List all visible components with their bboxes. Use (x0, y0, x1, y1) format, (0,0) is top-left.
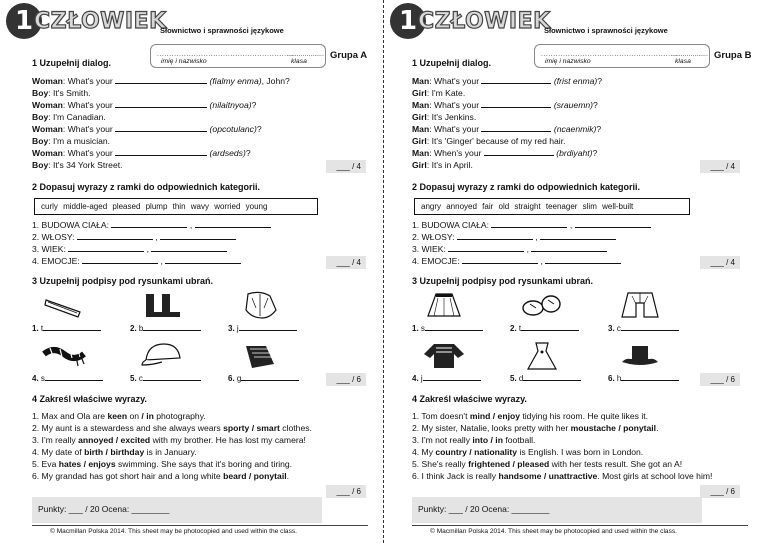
speaker: Woman (32, 124, 63, 134)
answer-blank[interactable] (575, 220, 651, 228)
word-choice[interactable]: hates / enjoys (58, 459, 116, 469)
answer-blank[interactable] (462, 256, 538, 264)
answer-blank[interactable] (481, 100, 551, 108)
category-line: 4. EMOCJE: , (32, 256, 271, 268)
answer-blank[interactable] (523, 373, 581, 381)
unit-title: CZŁOWIEK (34, 9, 167, 34)
class-dots: ................... (287, 51, 324, 58)
answer-blank[interactable] (143, 373, 201, 381)
dialog-line (32, 124, 290, 136)
sentence (32, 459, 312, 471)
speaker: Girl (412, 88, 427, 98)
sentence (32, 447, 312, 459)
answer-blank[interactable] (420, 373, 481, 383)
word-choice[interactable]: beard / ponytail (223, 471, 287, 481)
word-box: curly middle-aged pleased plump thin wavy worried young (34, 198, 318, 215)
line-text: : When's your (429, 148, 484, 158)
answer-blank[interactable] (540, 232, 616, 240)
line-text: : I'm Canadian. (48, 112, 106, 122)
line-text: : What's your (429, 100, 482, 110)
category-label: 3. WIEK: (412, 244, 446, 254)
dialog-line (412, 88, 602, 100)
unit-number: 1 (390, 3, 426, 39)
dialog-line (412, 112, 602, 124)
sentence-text: . (656, 423, 659, 433)
exercise-2-score: ___ / 4 (326, 256, 366, 269)
exercise-4-score: ___ / 6 (700, 485, 740, 498)
picture-caption (510, 373, 581, 383)
answer-blank[interactable] (45, 373, 103, 381)
answer-blank[interactable] (151, 244, 227, 252)
dialog-line (32, 160, 290, 172)
picture-caption (32, 323, 101, 333)
category-label: 3. WIEK: (32, 244, 66, 254)
category-line: 2. WŁOSY: , (32, 232, 271, 244)
answer-blank[interactable] (195, 220, 271, 228)
dialog-line (412, 136, 602, 148)
dialog-line (32, 136, 290, 148)
answer-blank[interactable] (484, 148, 554, 156)
dialog-line (32, 148, 290, 160)
tie-icon (42, 290, 86, 320)
name-label: imię i nazwisko (161, 58, 207, 65)
class-dots: ................... (671, 51, 708, 58)
word-choice[interactable]: birth / birthday (84, 447, 145, 457)
group-label: Grupa A (330, 50, 368, 61)
answer-blank[interactable] (481, 124, 551, 132)
category-line: 4. EMOCJE: , (412, 256, 651, 268)
speaker: Woman (32, 100, 63, 110)
line-text: : It's 34 York Street. (48, 160, 123, 170)
copyright-footer: © Macmillan Polska 2014. This sheet may be photocopied and used within the class. (430, 528, 678, 535)
cap-icon (140, 340, 184, 370)
word-choice[interactable]: annoyed / excited (78, 435, 151, 445)
caption-first-letter: c (138, 374, 143, 383)
word-choice[interactable]: frightened / pleased (468, 459, 550, 469)
category-label: 1. BUDOWA CIAŁA: (412, 220, 490, 230)
answer-blank[interactable] (425, 323, 483, 331)
header (0, 0, 384, 44)
speaker: Girl (412, 160, 427, 170)
dialog-line (412, 76, 602, 88)
caption-first-letter: d (518, 374, 524, 383)
exercise-3-title: 3 Uzupełnij podpisy pod rysunkami ubrań. (412, 276, 594, 286)
answer-blank[interactable] (165, 256, 241, 264)
line-end: ? (251, 100, 257, 110)
answer-blank[interactable] (457, 232, 533, 240)
dialog-line (32, 100, 290, 112)
sentence (32, 423, 312, 435)
sentence-text: 4. My (412, 447, 436, 457)
exercise-2-categories (412, 220, 651, 268)
sentence-text: 2. My sister, Natalie, looks pretty with her (412, 423, 571, 433)
name-class-box[interactable] (534, 44, 710, 68)
line-end: ? (592, 148, 598, 158)
picture-caption (228, 373, 299, 383)
exercise-3-title: 3 Uzupełnij podpisy pod rysunkami ubrań. (32, 276, 214, 286)
coat-icon (618, 290, 662, 320)
answer-blank[interactable] (481, 76, 551, 84)
footer-rule (32, 525, 368, 526)
line-end: ? (245, 148, 251, 158)
anagram-hint: (frist enma) (553, 76, 598, 86)
dialog-line (412, 148, 602, 160)
line-end: ? (597, 76, 603, 86)
answer-blank[interactable] (115, 124, 207, 132)
caption-first-letter: g (236, 374, 242, 383)
sentence-text: football. (502, 435, 536, 445)
caption-number: 4. (412, 374, 419, 383)
skirt-icon (422, 290, 466, 320)
sentence (32, 471, 312, 483)
sentence-text: 1. Max and Ola are (32, 411, 108, 421)
picture-caption (608, 373, 679, 383)
speaker: Man (412, 100, 430, 110)
answer-blank[interactable] (236, 323, 297, 333)
line-text: : It's Jenkins. (426, 112, 477, 122)
category-line: 2. WŁOSY: , (412, 232, 651, 244)
line-text: : It's in April. (426, 160, 473, 170)
category-line: 3. WIEK: , (32, 244, 271, 256)
exercise-3-score: ___ / 6 (326, 373, 366, 386)
speaker: Girl (412, 136, 427, 146)
sentence-text: is English. I was born in London. (517, 447, 644, 457)
category-line: 3. WIEK: , (412, 244, 651, 256)
picture-caption (130, 323, 201, 333)
exercise-1-title: 1 Uzupełnij dialog. (412, 58, 492, 68)
worksheet-group-b (384, 0, 768, 543)
speaker: Boy (32, 160, 49, 170)
line-text: : What's your (62, 148, 116, 158)
answer-blank[interactable] (111, 220, 187, 228)
sentence-text: 6. I think Jack is really (412, 471, 499, 481)
sentence-text: photography. (153, 411, 206, 421)
sentence-text: 1. Tom doesn't (412, 411, 470, 421)
caption-number: 3. (228, 324, 235, 333)
answer-blank[interactable] (77, 232, 153, 240)
word-choice[interactable]: sporty / smart (223, 423, 280, 433)
sentence-text: with my brother. He has lost my camera! (150, 435, 306, 445)
sentence (412, 411, 712, 423)
line-text: : What's your (62, 124, 116, 134)
sentence-text: 4. My date of (32, 447, 85, 457)
picture-caption (608, 323, 679, 333)
exercise-4-title: 4 Zakreśl właściwe wyrazy. (32, 394, 147, 404)
dialog-line (412, 100, 602, 112)
sentence (32, 435, 312, 447)
subtitle: Słownictwo i sprawności językowe (160, 26, 284, 35)
caption-first-letter: s (420, 324, 425, 333)
anagram-hint: (opcotulanc) (209, 124, 257, 134)
category-label: 2. WŁOSY: (412, 232, 455, 242)
speaker: Boy (32, 136, 49, 146)
sentence-text: 6. My grandad has got short hair and a long white (32, 471, 224, 481)
dialog-line (32, 112, 290, 124)
exercise-4-title: 4 Zakreśl właściwe wyrazy. (412, 394, 527, 404)
speaker: Woman (32, 148, 63, 158)
sentence-text: 3. I'm really (32, 435, 79, 445)
sentence-text: . Most girls at school love him! (597, 471, 713, 481)
word-choice[interactable]: handsome / unattractive (498, 471, 598, 481)
scarf-icon (42, 340, 86, 370)
answer-blank[interactable] (531, 244, 607, 252)
picture-caption (228, 323, 297, 333)
dialog-line (32, 76, 290, 88)
speaker: Man (412, 124, 430, 134)
exercise-4-sentences (412, 411, 712, 483)
answer-blank[interactable] (115, 148, 207, 156)
sentence (412, 423, 712, 435)
caption-first-letter: t (518, 324, 522, 333)
group-label: Grupa B (714, 50, 752, 61)
exercise-2-title: 2 Dopasuj wyrazy z ramki do odpowiednich kategorii. (32, 182, 261, 192)
answer-blank[interactable] (115, 76, 207, 84)
sentence-text: tidying his room. He quite likes it. (520, 411, 649, 421)
name-class-box[interactable] (150, 44, 326, 68)
anagram-hint: (ardseds) (209, 148, 246, 158)
answer-blank[interactable] (143, 323, 201, 331)
sentence-text: 3. I'm not really (412, 435, 473, 445)
anagram-hint: (ncaenmik) (553, 124, 597, 134)
line-text: : It's Smith. (48, 88, 91, 98)
word-choice[interactable]: into / in (472, 435, 503, 445)
exercise-2-title: 2 Dopasuj wyrazy z ramki do odpowiednich kategorii. (412, 182, 641, 192)
caption-number: 5. (510, 374, 517, 383)
exercise-1-score: ___ / 4 (700, 160, 740, 173)
caption-first-letter: s (40, 374, 45, 383)
sentence-text: 5. Eva (32, 459, 59, 469)
boots-icon (140, 290, 184, 320)
line-text: : What's your (62, 76, 116, 86)
copyright-footer: © Macmillan Polska 2014. This sheet may be photocopied and used within the class. (50, 528, 298, 535)
name-dots: ........................................................ (541, 51, 678, 58)
jacket-icon (238, 290, 282, 320)
answer-blank[interactable] (621, 323, 679, 331)
speaker: Man (412, 148, 430, 158)
caption-number: 3. (608, 324, 615, 333)
caption-number: 6. (608, 374, 615, 383)
picture-caption (510, 323, 579, 333)
line-end: ? (593, 100, 598, 110)
dialog-line (412, 160, 602, 172)
line-text: : It's 'Ginger' because of my red hair. (426, 136, 566, 146)
line-text: : I'm a musician. (48, 136, 111, 146)
caption-number: 5. (130, 374, 137, 383)
caption-first-letter: h (616, 374, 622, 383)
answer-blank[interactable] (40, 323, 101, 333)
sentence-text: with her tests result. She got an A! (549, 459, 683, 469)
dialog-line (32, 88, 290, 100)
name-dots: ........................................................ (157, 51, 294, 58)
sentence (412, 471, 712, 483)
answer-blank[interactable] (545, 256, 621, 264)
points-box: Punkty: ___ / 20 Ocena: ________ (32, 497, 322, 523)
name-label: imię i nazwisko (545, 58, 591, 65)
sentence-text: 5. She's really (412, 459, 469, 469)
sentence (32, 411, 312, 423)
category-label: 4. EMOCJE: (412, 256, 460, 266)
answer-blank[interactable] (115, 100, 207, 108)
exercise-3-score: ___ / 6 (700, 373, 740, 386)
line-end: ? (596, 124, 602, 134)
caption-number: 4. (32, 374, 39, 383)
sentence-text: clothes. (279, 423, 312, 433)
caption-number: 1. (412, 324, 419, 333)
caption-number: 6. (228, 374, 235, 383)
exercise-2-categories (32, 220, 271, 268)
line-text: : What's your (429, 124, 482, 134)
category-line: 1. BUDOWA CIAŁA: , (32, 220, 271, 232)
caption-first-letter: c (616, 324, 621, 333)
line-text: : What's your (429, 76, 482, 86)
answer-blank[interactable] (82, 256, 158, 264)
word-choice[interactable]: moustache / ponytail (570, 423, 657, 433)
hat-icon (618, 340, 662, 370)
caption-first-letter: t (40, 324, 44, 333)
answer-blank[interactable] (621, 373, 679, 381)
category-label: 2. WŁOSY: (32, 232, 75, 242)
sentence-text: 2. My aunt is a stewardess and she always wears (32, 423, 224, 433)
points-box: Punkty: ___ / 20 Ocena: ________ (412, 497, 702, 523)
trainers-icon (520, 290, 564, 320)
header (384, 0, 768, 44)
category-label: 1. BUDOWA CIAŁA: (32, 220, 110, 230)
anagram-hint: (srauemn) (553, 100, 594, 110)
line-text: : What's your (62, 100, 116, 110)
sentence (412, 447, 712, 459)
jumper-icon (422, 340, 466, 370)
subtitle: Słownictwo i sprawności językowe (544, 26, 668, 35)
sentence-text: . (286, 471, 289, 481)
speaker: Boy (32, 112, 49, 122)
speaker: Boy (32, 88, 49, 98)
answer-blank[interactable] (518, 323, 579, 333)
line-text: : I'm Kate. (426, 88, 466, 98)
answer-blank[interactable] (68, 244, 144, 252)
exercise-4-sentences (32, 411, 312, 483)
sentence (412, 435, 712, 447)
line-end: ? (256, 124, 262, 134)
word-choice[interactable]: / in (141, 411, 154, 421)
class-label: klasa (675, 58, 691, 65)
caption-number: 2. (510, 324, 517, 333)
exercise-1-score: ___ / 4 (326, 160, 366, 173)
caption-first-letter: j (420, 374, 423, 383)
unit-number: 1 (6, 3, 42, 39)
word-choice[interactable]: keen (107, 411, 128, 421)
sentence-text: is in January. (144, 447, 197, 457)
caption-number: 2. (130, 324, 137, 333)
category-label: 4. EMOCJE: (32, 256, 80, 266)
sentence-text: on (127, 411, 142, 421)
exercise-2-score: ___ / 4 (700, 256, 740, 269)
exercise-4-score: ___ / 6 (326, 485, 366, 498)
anagram-hint: (fialmy enma) (209, 76, 262, 86)
speaker: Girl (412, 112, 427, 122)
sentence (412, 459, 712, 471)
dialog-line (412, 124, 602, 136)
category-line: 1. BUDOWA CIAŁA: , (412, 220, 651, 232)
word-box: angry annoyed fair old straight teenager slim well-built (414, 198, 690, 215)
caption-number: 1. (32, 324, 39, 333)
picture-caption (130, 373, 201, 383)
picture-caption (412, 323, 483, 333)
answer-blank[interactable] (160, 232, 236, 240)
exercise-1-dialog (412, 76, 602, 172)
unit-title: CZŁOWIEK (418, 9, 551, 34)
footer-rule (412, 525, 748, 526)
answer-blank[interactable] (491, 220, 567, 228)
speaker: Woman (32, 76, 63, 86)
anagram-hint: (brdiyaht) (556, 148, 593, 158)
gloves-icon (238, 340, 282, 370)
line-end: , John? (261, 76, 290, 86)
class-label: klasa (291, 58, 307, 65)
word-choice[interactable]: country / nationality (435, 447, 518, 457)
answer-blank[interactable] (448, 244, 524, 252)
caption-first-letter: j (236, 324, 239, 333)
caption-first-letter: b (138, 324, 144, 333)
picture-caption (32, 373, 103, 383)
word-choice[interactable]: mind / enjoy (469, 411, 520, 421)
anagram-hint: (nilaitnyoa) (209, 100, 252, 110)
speaker: Man (412, 76, 430, 86)
exercise-1-dialog (32, 76, 290, 172)
dress-icon (520, 340, 564, 370)
exercise-1-title: 1 Uzupełnij dialog. (32, 58, 112, 68)
answer-blank[interactable] (241, 373, 299, 381)
sentence-text: swimming. She says that it's boring and tiring. (115, 459, 293, 469)
picture-caption (412, 373, 481, 383)
